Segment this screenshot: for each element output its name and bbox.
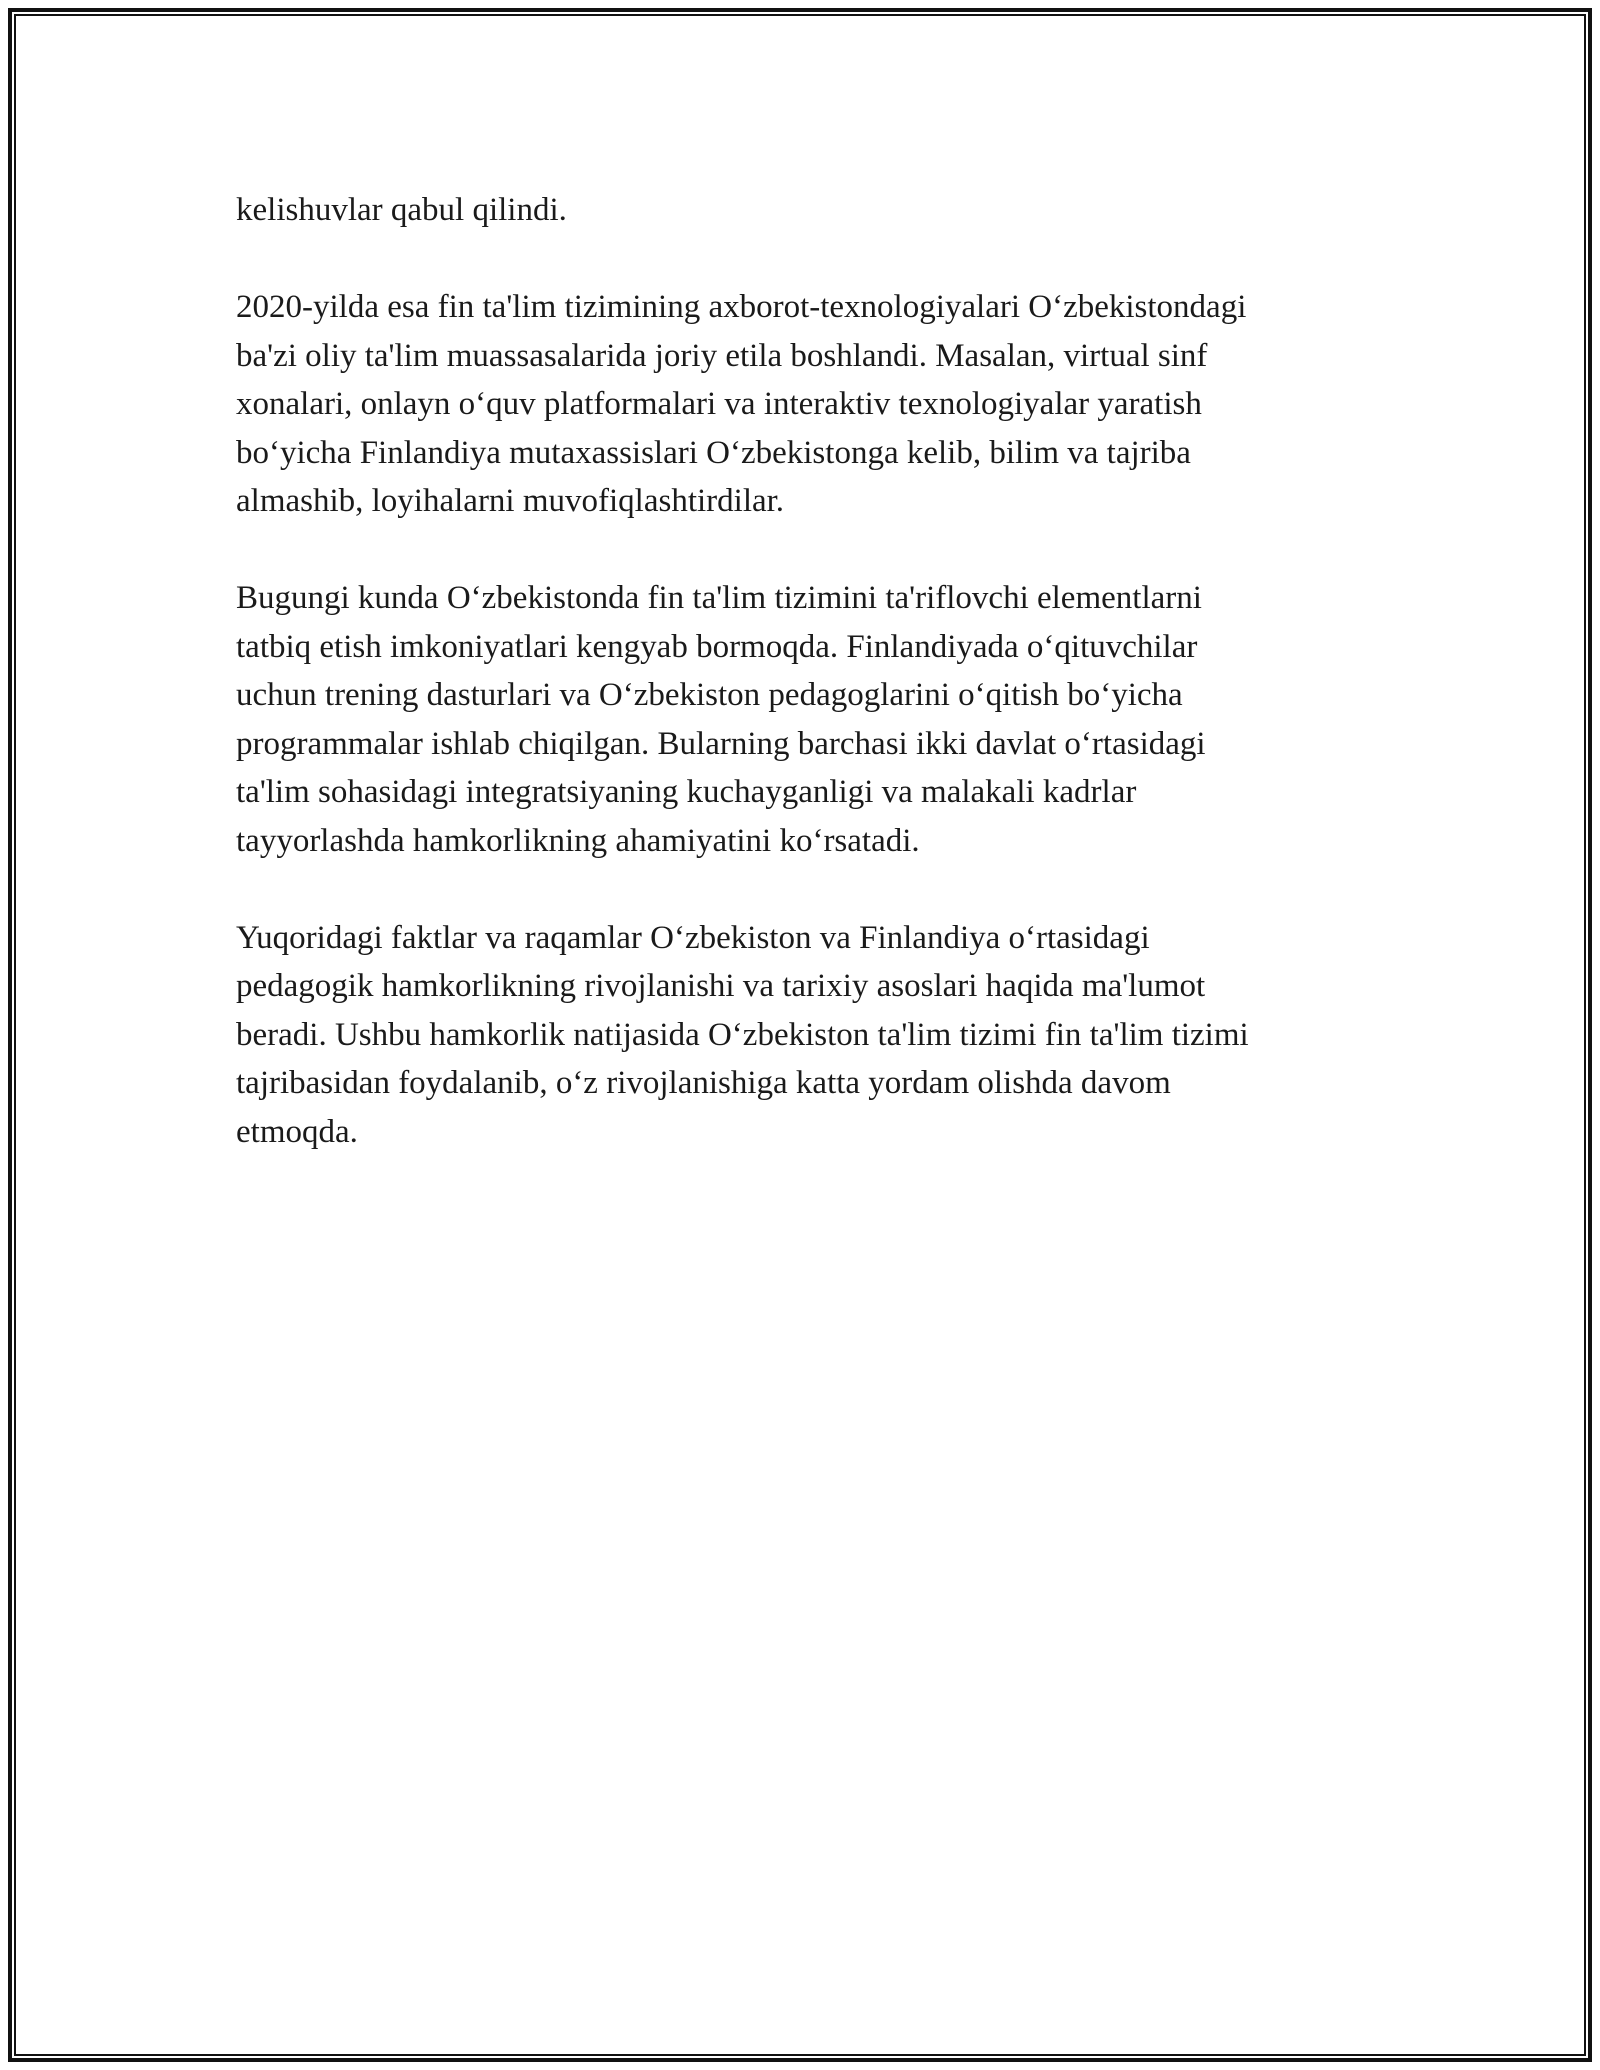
paragraph-current-opportunities: Bugungi kunda O‘zbekistonda fin ta'lim tizimini ta'riflovchi elementlarni tatbiq etish imkoniyatlari kengyab bormoqda. Finlandiyada o‘qituvchilar uchun trening dasturlari va O‘zbekiston pedagoglarini o‘qitish bo‘yicha programmalar ishlab chiqilgan. Bularning barchasi ikki davlat o‘rtasidagi ta'lim sohasidagi integratsiyaning kuchayganligi va malakali kadrlar tayyorlashda hamkorlikning ahamiyatini ko‘rsatadi. <box>236 580 1206 859</box>
paragraph-continuation: kelishuvlar qabul qilindi. <box>236 192 567 228</box>
paragraph-conclusion: Yuqoridagi faktlar va raqamlar O‘zbekiston va Finlandiya o‘rtasidagi pedagogik hamkorlikning rivojlanishi va tarixiy asoslari haqida ma'lumot beradi. Ushbu hamkorlik natijasida O‘zbekiston ta'lim tizimi fin ta'lim tizimi tajribasidan foydalanib, o‘z rivojlanishiga katta yordam olishda davom etmoqda. <box>236 919 1249 1150</box>
document-body <box>236 186 1386 1205</box>
paragraph-2020-it-adoption: 2020-yilda esa fin ta'lim tizimining axborot-texnologiyalari O‘zbekistondagi ba'zi oliy ta'lim muassasalarida joriy etila boshlandi. Masalan, virtual sinf xonalari, onlayn o‘quv platformalari va interaktiv texnologiyalar yaratish bo‘yicha Finlandiya mutaxassislari O‘zbekistonga kelib, bilim va tajriba almashib, loyihalarni muvofiqlashtirdilar. <box>236 289 1247 519</box>
